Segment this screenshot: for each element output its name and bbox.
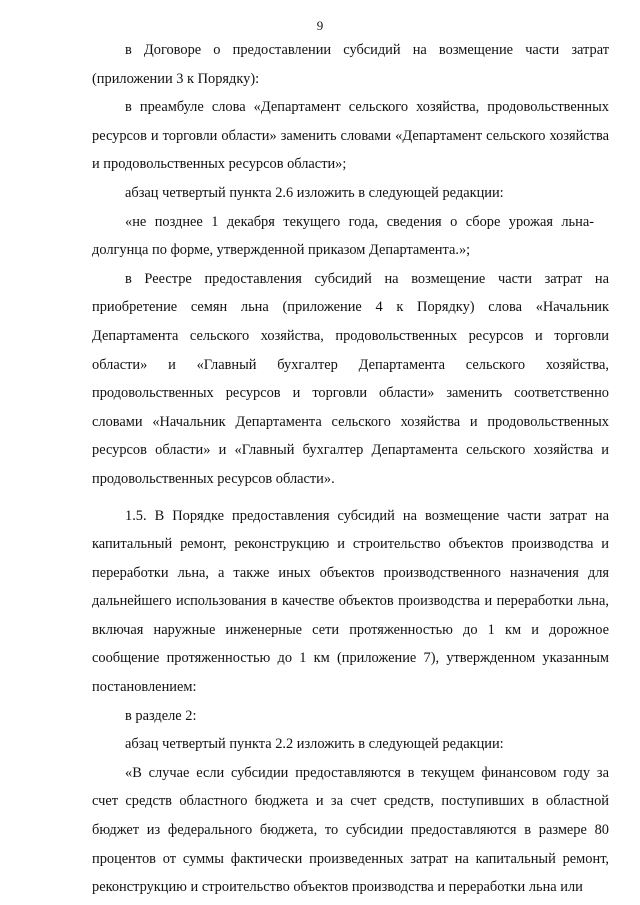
paragraph-quote-harvest: «не позднее 1 декабря текущего года, сведения о сборе урожая льна-долгунца по форме, утвержденной приказом Департамента.»; (92, 213, 594, 259)
paragraph-preamble: в преамбуле слова «Департамент сельского хозяйства, продовольственных ресурсов и торговли области» заменить словами «Департамент сельского хозяйства и продовольственных ресурсов области»; (92, 99, 609, 173)
paragraph-registry: в Реестре предоставления субсидий на возмещение части затрат на приобретение семян льна (приложение 4 к Порядку) слова «Начальник Департамента сельского хозяйства, продовольственных ресурсов и торговли области» и «Главный бухгалтер Департамента сельского хозяйства, продовольственных ресурсов и торговли области» заменить соответственно словами «Начальник Департамента сельского хозяйства и продовольственных ресурсов области» и «Главный бухгалтер Департамента сельского хозяйства и продовольственных ресурсов области». (92, 270, 609, 487)
paragraph-contract-annex3: в Договоре о предоставлении субсидий на возмещение части затрат (приложении 3 к Порядку): (92, 42, 609, 87)
document-body (92, 36, 609, 902)
paragraph-section-1-5: 1.5. В Порядке предоставления субсидий на возмещение части затрат на капитальный ремонт, реконструкцию и строительство объектов производства и переработки льна, а также иных объектов производственного назначения для дальнейшего использования в качестве объектов производства и переработки льна, включая наружные инженерные сети протяженностью до 1 км и дорожное сообщение протяженностью до 1 км (приложение 7), утвержденном указанным постановлением: (92, 507, 609, 696)
paragraph-quote-subsidy: «В случае если субсидии предоставляются в текущем финансовом году за счет средств областного бюджета и за счет средств, поступивших в областной бюджет из федерального бюджета, то субсидии предоставляются в размере 80 процентов от суммы фактически произведенных затрат на капитальный ремонт, реконструкцию и строительство объектов производства и переработки льна или (92, 764, 609, 896)
paragraph-section-2: в разделе 2: (125, 707, 197, 724)
paragraph-clause-2-6: абзац четвертый пункта 2.6 изложить в следующей редакции: (125, 184, 504, 201)
paragraph-clause-2-2: абзац четвертый пункта 2.2 изложить в следующей редакции: (125, 736, 504, 753)
page-number: 9 (316, 18, 324, 33)
